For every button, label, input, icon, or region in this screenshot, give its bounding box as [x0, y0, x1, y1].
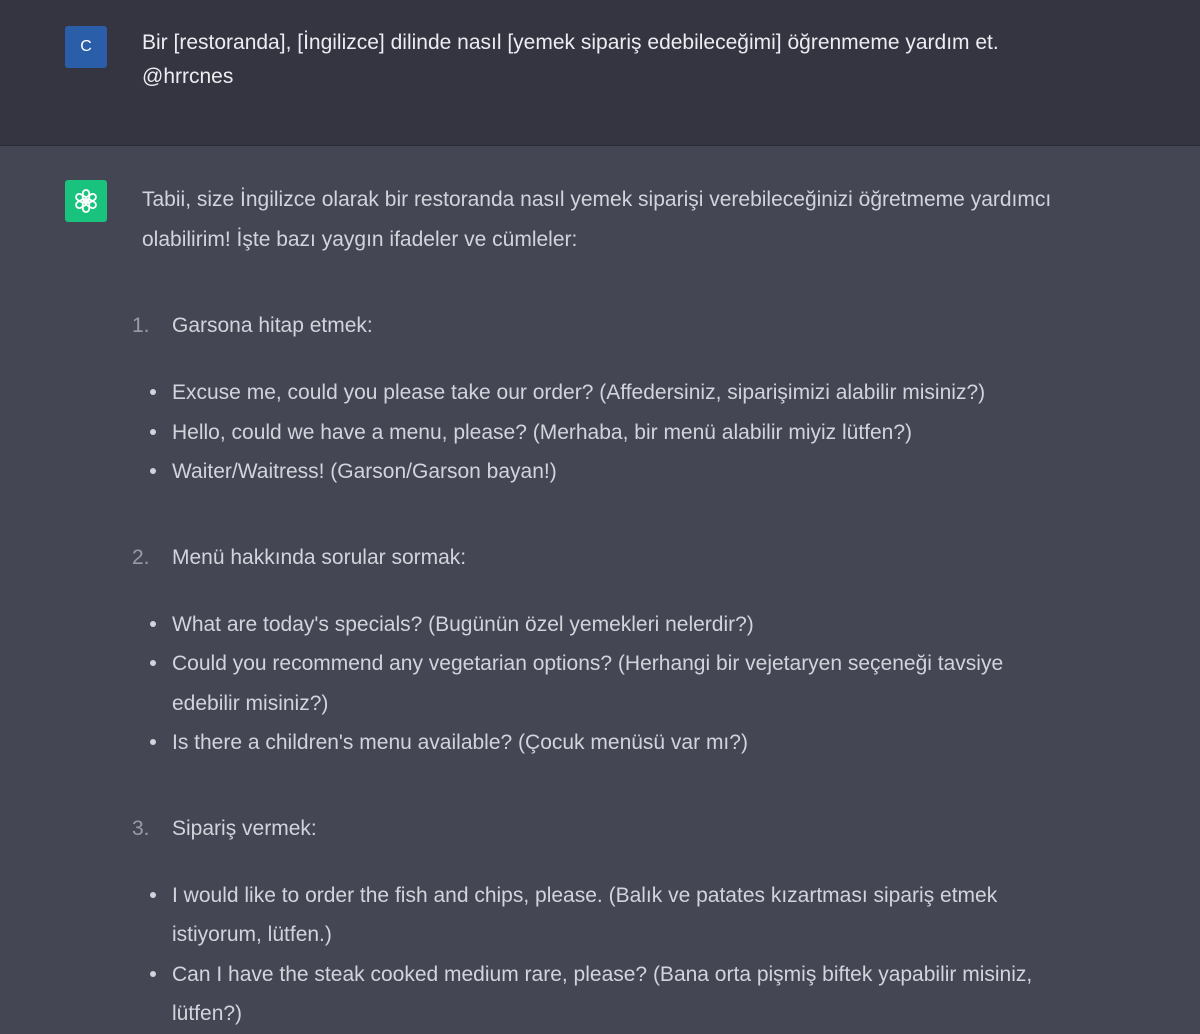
section-heading	[132, 538, 1072, 578]
list-item-text: What are today's specials? (Bugünün özel yemekleri nelerdir?)	[172, 612, 754, 636]
list-item	[142, 413, 1072, 453]
list-item	[142, 373, 1072, 413]
bullet-dot-icon	[150, 660, 156, 666]
bullet-dot-icon	[150, 892, 156, 898]
assistant-message	[0, 146, 1200, 1025]
section-number: 3.	[132, 816, 150, 840]
list-item	[142, 876, 1072, 955]
list-item-text: Could you recommend any vegetarian options? (Herhangi bir vejetaryen seçeneği tavsiye edebilir misiniz?)	[172, 652, 1004, 715]
list-item-text: I would like to order the fish and chips, please. (Balık ve patates kızartması sipariş etmek istiyorum, lütfen.)	[172, 883, 998, 946]
list-item-text: Can I have the steak cooked medium rare, please? (Bana orta pişmiş biftek yapabilir misiniz, lütfen?)	[172, 962, 1033, 1025]
section-number: 1.	[132, 314, 150, 337]
list-item-text: Excuse me, could you please take our order? (Affedersiniz, siparişimizi alabilir misiniz?)	[172, 381, 986, 404]
section-title: Garsona hitap etmek:	[172, 314, 373, 337]
bullet-list	[142, 605, 1072, 763]
list-item	[142, 644, 1072, 723]
assistant-intro: Tabii, size İngilizce olarak bir restoranda nasıl yemek siparişi verebileceğinizi öğretmeme yardımcı olabilirim! İşte bazı yaygın ifadeler ve cümleler:	[142, 188, 1052, 251]
section-heading	[132, 306, 1072, 346]
bullet-dot-icon	[150, 739, 156, 745]
list-item-text: Is there a children's menu available? (Çocuk menüsü var mı?)	[172, 731, 748, 754]
user-message	[0, 0, 1200, 146]
openai-logo-icon	[65, 180, 107, 222]
list-item	[142, 452, 1072, 492]
list-item	[142, 955, 1072, 1034]
section-2	[132, 538, 1072, 763]
section-title: Sipariş vermek:	[172, 816, 317, 840]
bullet-dot-icon	[150, 971, 156, 977]
list-item	[142, 605, 1072, 645]
bullet-dot-icon	[150, 621, 156, 627]
bullet-list	[142, 876, 1072, 1034]
section-title: Menü hakkında sorular sormak:	[172, 545, 467, 569]
section-3	[132, 809, 1072, 1034]
bullet-dot-icon	[150, 389, 156, 395]
section-1	[132, 306, 1072, 492]
bullet-dot-icon	[150, 468, 156, 474]
bullet-dot-icon	[150, 429, 156, 435]
list-item	[142, 723, 1072, 763]
section-heading	[132, 809, 1072, 849]
list-item-text: Hello, could we have a menu, please? (Merhaba, bir menü alabilir miyiz lütfen?)	[172, 420, 913, 444]
assistant-message-body	[132, 180, 1072, 1034]
user-avatar: C	[65, 26, 107, 68]
list-item-text: Waiter/Waitress! (Garson/Garson bayan!)	[172, 460, 557, 483]
section-number: 2.	[132, 545, 150, 569]
bullet-list	[142, 373, 1072, 492]
user-message-text: Bir [restoranda], [İngilizce] dilinde nasıl [yemek sipariş edebileceğimi] öğrenmeme yardım et. @hrrcnes	[142, 31, 999, 88]
